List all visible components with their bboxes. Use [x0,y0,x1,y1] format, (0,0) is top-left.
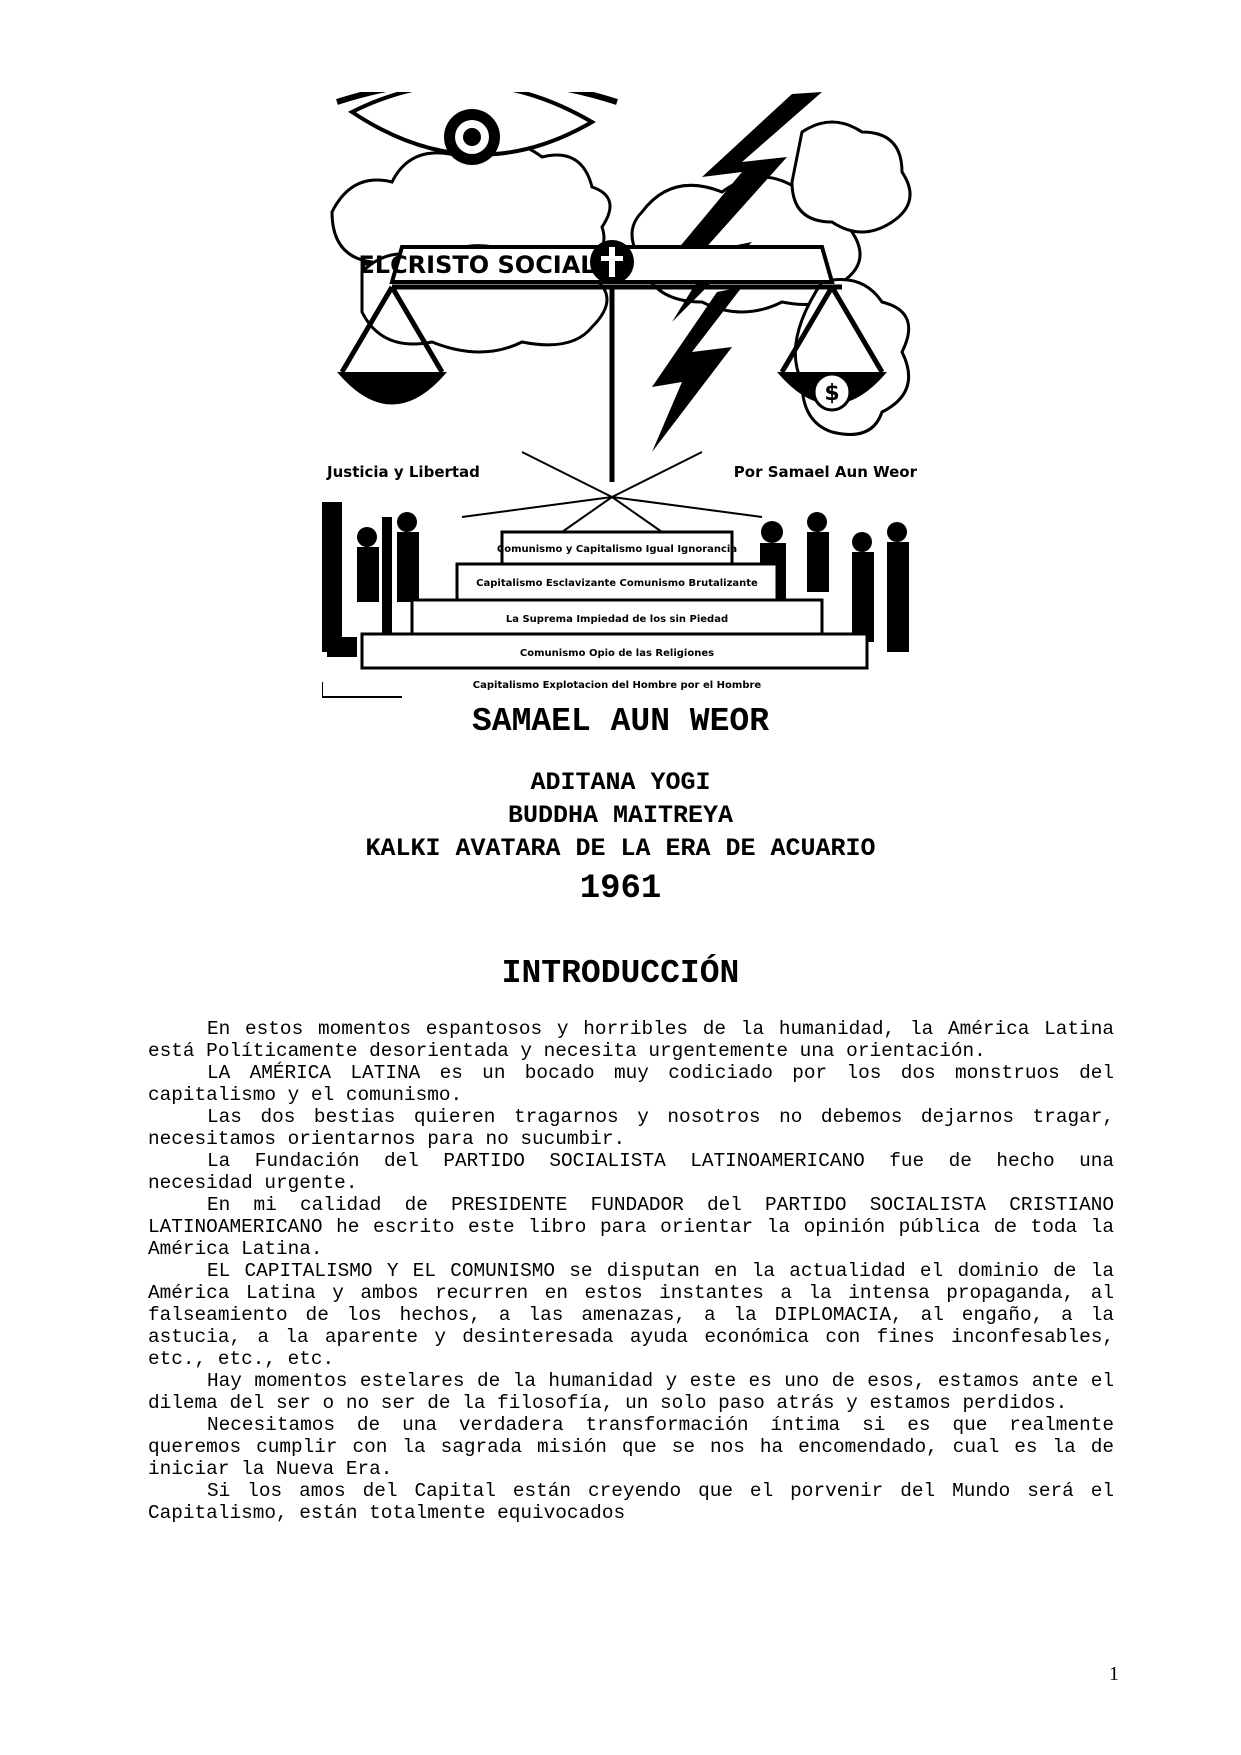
step-label-2: Capitalismo Esclavizante Comunismo Brutalizante [476,578,758,589]
paragraph: EL CAPITALISMO Y EL COMUNISMO se disputan en la actualidad el dominio de la América Latina y ambos recurren en estos instantes a la intensa propaganda, al falseamiento de los hechos, a las amenazas, a la DIPLOMACIA, al engaño, a la astucia, a la aparente y desinteresada ayuda económica con fines inconfesables, etc., etc., etc. [148,1260,1114,1370]
author-name: SAMAEL AUN WEOR [471,703,770,740]
left-pan-icon [337,372,447,405]
cover-illustration [322,92,922,702]
paragraph: En estos momentos espantosos y horribles de la humanidad, la América Latina está Políticamente desorientada y necesita urgentemente una orientación. [148,1018,1114,1062]
paragraph: Hay momentos estelares de la humanidad y este es uno de esos, estamos ante el dilema del ser o no ser de la filosofía, un solo paso atrás y estamos perdidos. [148,1370,1114,1414]
step-label-4: Comunismo Opio de las Religiones [519,648,715,659]
paragraph: Necesitamos de una verdadera transformación íntima si es que realmente queremos cumplir con la sagrada misión que se nos ha encomendado, cual es la de iniciar la Nueva Era. [148,1414,1114,1480]
subtitle-3: KALKI AVATARA DE LA ERA DE ACUARIO [365,834,876,863]
step-label-3: La Suprema Impiedad de los sin Piedad [505,614,729,625]
body-text [148,1018,1114,1524]
step-label-1: Comunismo y Capitalismo Igual Ignorancia [496,544,738,555]
dollar-sign-icon: $ [824,381,840,406]
subtitle-1: ADITANA YOGI [530,768,711,797]
paragraph: LA AMÉRICA LATINA es un bocado muy codiciado por los dos monstruos del capitalismo y el comunismo. [148,1062,1114,1106]
subtitle-2: BUDDHA MAITREYA [507,801,734,830]
cover-right-label: Por Samael Aun Weor [733,463,917,481]
banner-text: ELCRISTO SOCIAL [358,251,596,279]
step-label-5: Capitalismo Explotacion del Hombre por el Hombre [472,680,762,691]
cover-artwork [322,92,922,702]
publication-year: 1961 [579,870,662,908]
paragraph: Si los amos del Capital están creyendo que el porvenir del Mundo será el Capitalismo, están totalmente equivocados [148,1480,1114,1524]
section-title: INTRODUCCIÓN [501,955,740,992]
page-number: 1 [1109,1663,1119,1685]
cover-left-label: Justicia y Libertad [327,463,480,481]
paragraph: En mi calidad de PRESIDENTE FUNDADOR del PARTIDO SOCIALISTA CRISTIANO LATINOAMERICANO he escrito este libro para orientar la opinión pública de toda la América Latina. [148,1194,1114,1260]
paragraph: Las dos bestias quieren tragarnos y nosotros no debemos dejarnos tragar, necesitamos orientarnos para no sucumbir. [148,1106,1114,1150]
banner [358,240,832,284]
paragraph: La Fundación del PARTIDO SOCIALISTA LATINOAMERICANO fue de hecho una necesidad urgente. [148,1150,1114,1194]
eye-icon [337,92,617,165]
